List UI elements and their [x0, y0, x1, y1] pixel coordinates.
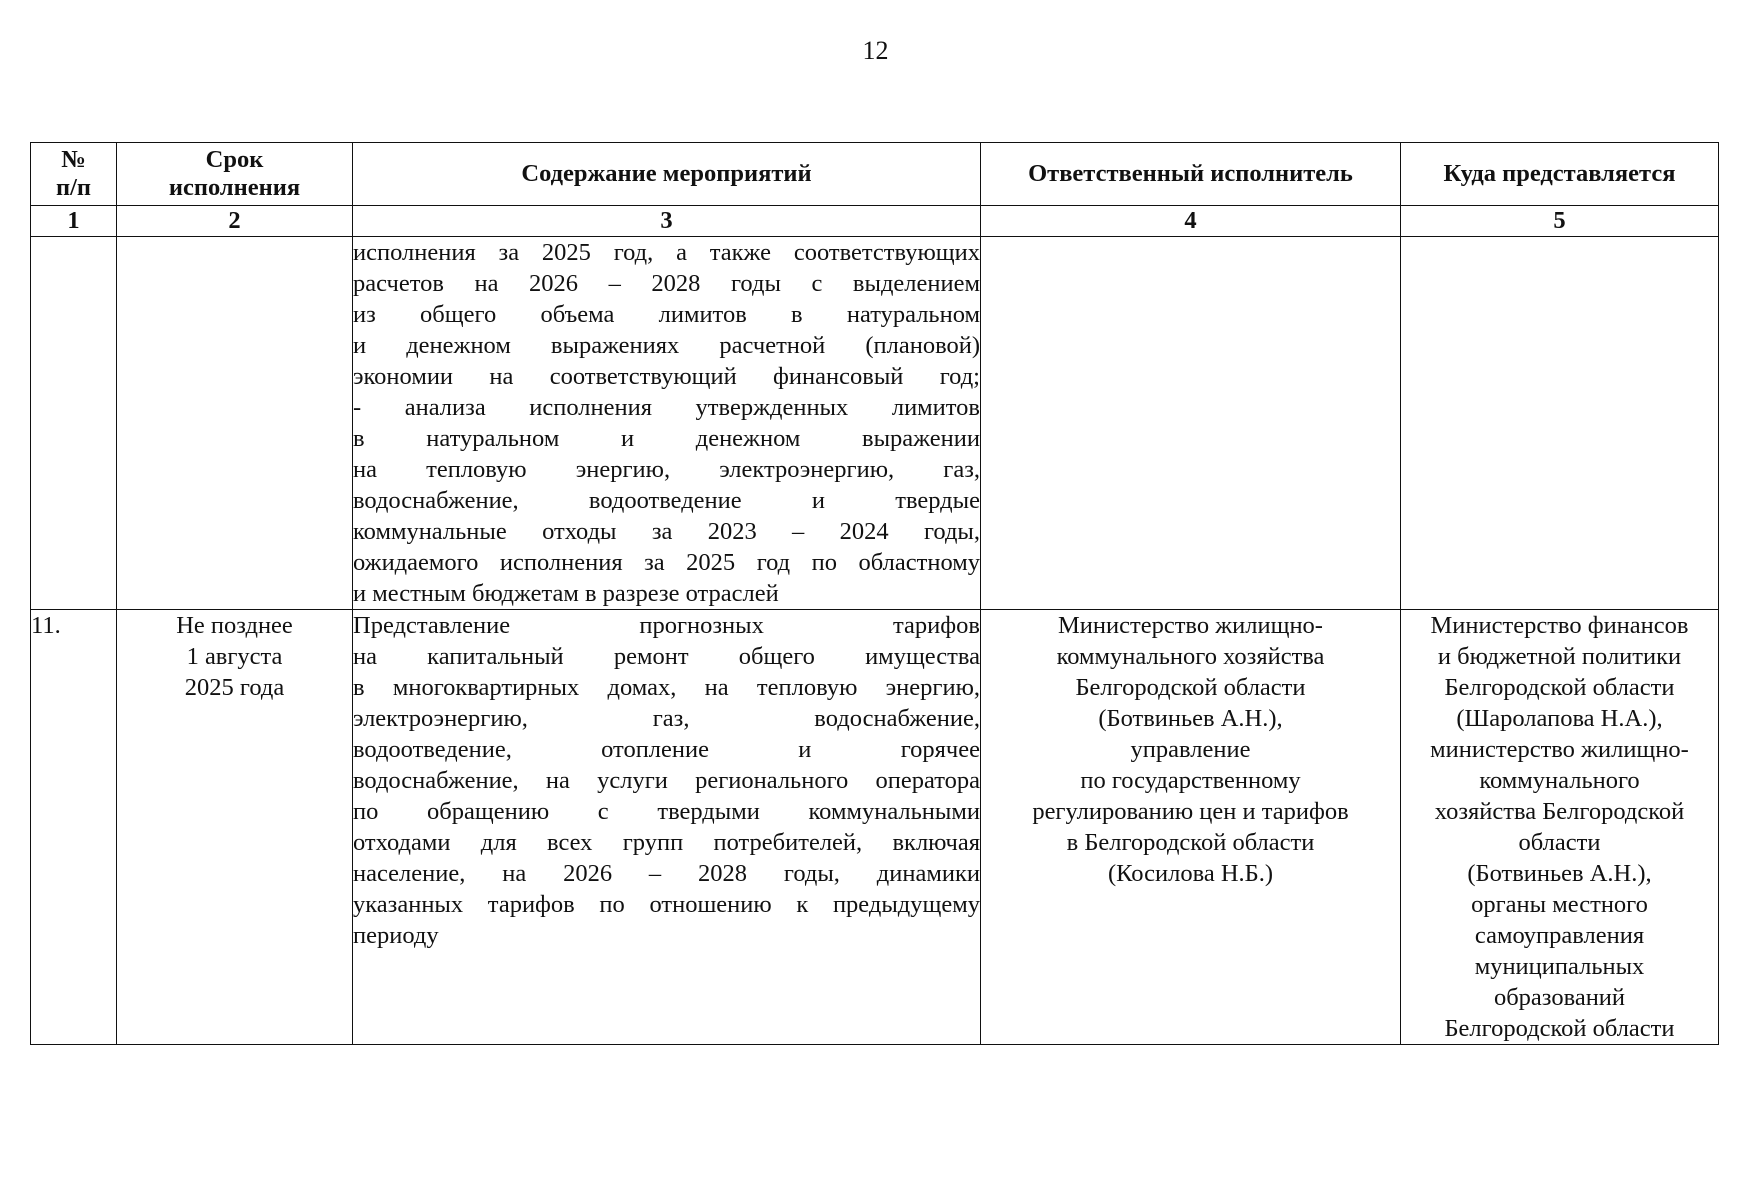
cell-line: водоснабжение, водоотведение и твердые [353, 487, 980, 514]
column-number: 5 [1401, 206, 1719, 237]
header-deadline-line-1: Срок [205, 146, 264, 173]
cell-line: (Косилова Н.Б.) [1107, 860, 1274, 887]
cell-line: Белгородской области [1444, 674, 1675, 701]
column-number-row [31, 206, 1719, 237]
cell-line: 1 августа [186, 643, 283, 670]
cell-line: ожидаемого исполнения за 2025 год по областному [353, 549, 980, 576]
cell-line: Белгородской области [1075, 674, 1306, 701]
header-deadline-line-2: исполнения [168, 174, 301, 201]
cell-line: коммунального хозяйства [1056, 643, 1325, 670]
row-responsible [981, 237, 1401, 610]
cell-line: коммунальные отходы за 2023 – 2024 годы, [353, 518, 980, 545]
cell-line: на тепловую энергию, электроэнергию, газ, [353, 456, 980, 483]
cell-line: водоотведение, отопление и горячее [353, 736, 980, 763]
cell-line: население, на 2026 – 2028 годы, динамики [353, 860, 980, 887]
header-row [31, 143, 1719, 206]
cell-line: из общего объема лимитов в натуральном [353, 301, 980, 328]
column-number: 2 [117, 206, 353, 237]
row-deadline [117, 610, 353, 1045]
cell-line: исполнения за 2025 год, а также соответствующих [353, 239, 980, 266]
cell-line: Представление прогнозных тарифов [353, 612, 980, 639]
cell-line: по государственному [1080, 767, 1301, 794]
cell-line: области [1518, 829, 1601, 856]
cell-line: по обращению с твердыми коммунальными [353, 798, 980, 825]
column-number: 4 [981, 206, 1401, 237]
cell-line: (Шаролапова Н.А.), [1456, 705, 1663, 732]
row-responsible [981, 610, 1401, 1045]
cell-line: - анализа исполнения утвержденных лимитов [353, 394, 980, 421]
cell-line: указанных тарифов по отношению к предыдущему [353, 891, 980, 918]
cell-line: Белгородской области [1444, 1015, 1675, 1042]
cell-line: расчетов на 2026 – 2028 годы с выделением [353, 270, 980, 297]
header-content: Содержание мероприятий [353, 143, 981, 206]
cell-line: в многоквартирных домах, на тепловую энергию, [353, 674, 980, 701]
row-deadline [117, 237, 353, 610]
cell-line: коммунального [1479, 767, 1640, 794]
table-row [31, 610, 1719, 1045]
header-deadline [117, 143, 353, 206]
cell-line: отходами для всех групп потребителей, включая [353, 829, 980, 856]
table-body [31, 237, 1719, 1045]
cell-line: и местным бюджетам в разрезе отраслей [353, 580, 779, 607]
cell-line: Министерство жилищно- [1058, 612, 1323, 639]
header-responsible: Ответственный исполнитель [981, 143, 1401, 206]
column-number: 3 [353, 206, 981, 237]
cell-line: и денежном выражениях расчетной (плановой) [353, 332, 980, 359]
cell-line: в натуральном и денежном выражении [353, 425, 980, 452]
cell-line: 2025 года [184, 674, 285, 701]
header-recipient: Куда представляется [1401, 143, 1719, 206]
cell-line: Министерство финансов [1430, 612, 1689, 639]
cell-line: (Ботвиньев А.Н.), [1467, 860, 1652, 887]
row-content [353, 610, 981, 1045]
cell-line: органы местного [1471, 891, 1648, 918]
cell-line: экономии на соответствующий финансовый год; [353, 363, 980, 390]
cell-line: (Ботвиньев А.Н.), [1098, 705, 1283, 732]
table-row [31, 237, 1719, 610]
row-recipient [1401, 610, 1719, 1045]
cell-line: водоснабжение, на услуги регионального оператора [353, 767, 980, 794]
events-table [30, 142, 1719, 1045]
row-number [31, 237, 117, 610]
cell-line: Не позднее [176, 612, 293, 639]
page-number: 12 [862, 36, 889, 65]
cell-line: образований [1493, 984, 1626, 1011]
row-number: 11. [31, 610, 117, 1045]
cell-line: хозяйства Белгородской [1434, 798, 1685, 825]
cell-line: на капитальный ремонт общего имущества [353, 643, 980, 670]
row-content [353, 237, 981, 610]
row-recipient [1401, 237, 1719, 610]
cell-line: электроэнергию, газ, водоснабжение, [353, 705, 980, 732]
cell-line: муниципальных [1474, 953, 1645, 980]
cell-line: самоуправления [1474, 922, 1645, 949]
header-number [31, 143, 117, 206]
cell-line: в Белгородской области [1066, 829, 1315, 856]
header-number-line-2: п/п [55, 174, 92, 201]
cell-line: периоду [353, 922, 439, 949]
header-number-line-1: № [61, 146, 86, 173]
cell-line: управление [1130, 736, 1251, 763]
column-number: 1 [31, 206, 117, 237]
cell-line: министерство жилищно- [1430, 736, 1689, 763]
cell-line: регулированию цен и тарифов [1032, 798, 1349, 825]
cell-line: и бюджетной политики [1437, 643, 1682, 670]
